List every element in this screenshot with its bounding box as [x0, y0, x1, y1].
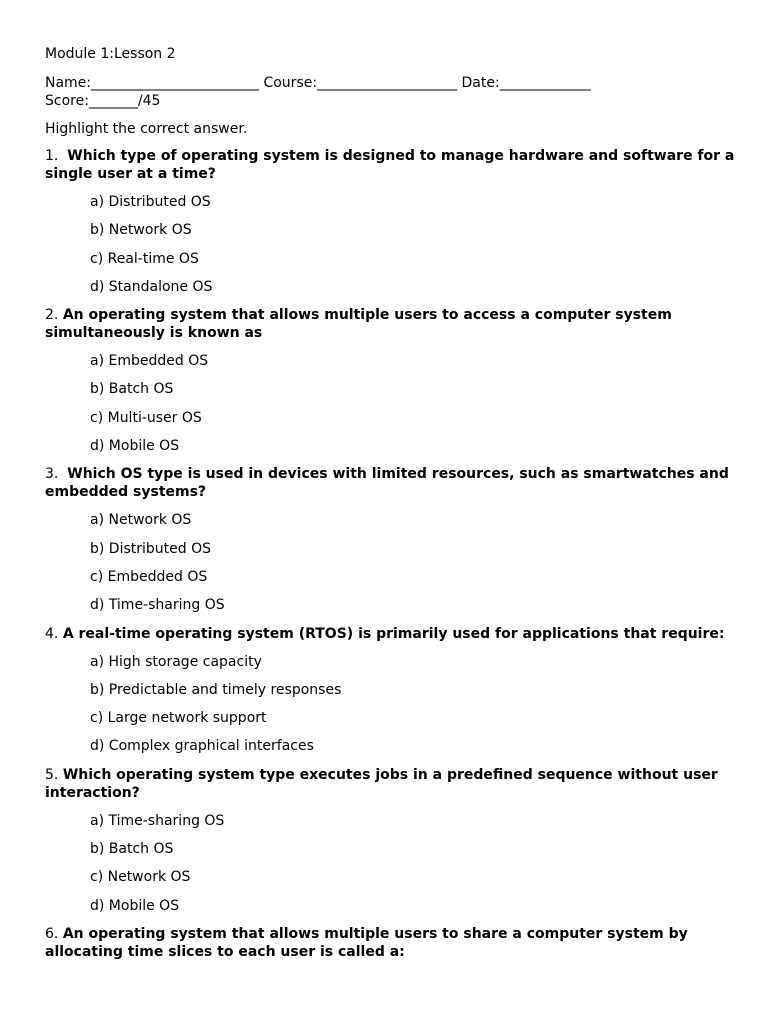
- question-prompt: An operating system that allows multiple users to share a computer system by allocating time slices to each user is called a:: [45, 925, 688, 960]
- question-prompt: Which type of operating system is designed to manage hardware and software for a single user at a time?: [45, 148, 735, 182]
- question-text: [45, 465, 735, 501]
- answer-option[interactable]: a) Time-sharing OS: [90, 812, 225, 829]
- answer-options: [45, 812, 735, 915]
- answer-option[interactable]: a) Distributed OS: [90, 194, 211, 210]
- question-text: [45, 766, 735, 802]
- answer-option[interactable]: d) Standalone OS: [90, 278, 213, 295]
- question-number: 5.: [45, 766, 63, 783]
- name-course-date-line: Name:________________________ Course:____________________ Date:_____________: [45, 75, 591, 91]
- answer-options: [45, 193, 735, 296]
- question-block: [45, 147, 735, 296]
- answer-option[interactable]: b) Batch OS: [90, 381, 174, 398]
- answer-options: [45, 352, 735, 455]
- question-prompt: Which operating system type executes jobs in a predefined sequence without user interaction?: [45, 766, 718, 801]
- answer-option[interactable]: c) Network OS: [90, 869, 191, 886]
- question-number: 2.: [45, 307, 63, 324]
- question-prompt: A real-time operating system (RTOS) is primarily used for applications that require:: [62, 625, 725, 642]
- question-block: [45, 465, 735, 614]
- question-block: [45, 925, 735, 961]
- answer-option[interactable]: a) Network OS: [90, 512, 192, 529]
- answer-option[interactable]: d) Mobile OS: [90, 897, 180, 914]
- question-block: [45, 625, 735, 756]
- answer-option[interactable]: c) Multi-user OS: [90, 409, 202, 426]
- question-text: [45, 147, 735, 183]
- answer-option[interactable]: c) Real-time OS: [90, 250, 199, 267]
- question-text: [45, 625, 735, 643]
- answer-options: [45, 653, 735, 756]
- answer-option[interactable]: d) Mobile OS: [90, 438, 180, 455]
- answer-option[interactable]: b) Network OS: [90, 222, 192, 239]
- question-prompt: Which OS type is used in devices with limited resources, such as smartwatches and embedded systems?: [45, 466, 729, 501]
- question-block: [45, 306, 735, 455]
- question-text: [45, 306, 735, 342]
- answer-option[interactable]: a) Embedded OS: [90, 353, 209, 370]
- instructions: Highlight the correct answer.: [45, 121, 248, 137]
- answer-option[interactable]: b) Batch OS: [90, 841, 174, 858]
- question-text: [45, 925, 735, 961]
- answer-option[interactable]: d) Complex graphical interfaces: [90, 738, 314, 755]
- answer-option[interactable]: b) Distributed OS: [90, 540, 212, 557]
- answer-option[interactable]: a) High storage capacity: [90, 653, 262, 670]
- answer-option[interactable]: c) Large network support: [90, 710, 267, 727]
- answer-option[interactable]: b) Predictable and timely responses: [90, 681, 342, 698]
- module-title: Module 1:Lesson 2: [45, 46, 176, 62]
- question-prompt: An operating system that allows multiple users to access a computer system simultaneously is known as: [45, 307, 672, 342]
- question-number: 6.: [45, 925, 63, 942]
- question-number: 1.: [45, 148, 68, 164]
- question-list: [45, 147, 735, 961]
- question-number: 4.: [45, 625, 63, 642]
- answer-options: [45, 511, 735, 614]
- worksheet-page: [45, 45, 735, 971]
- answer-option[interactable]: d) Time-sharing OS: [90, 597, 225, 614]
- score-line: Score:_______/45: [45, 93, 161, 109]
- answer-option[interactable]: c) Embedded OS: [90, 568, 208, 585]
- question-number: 3.: [45, 466, 68, 483]
- question-block: [45, 766, 735, 915]
